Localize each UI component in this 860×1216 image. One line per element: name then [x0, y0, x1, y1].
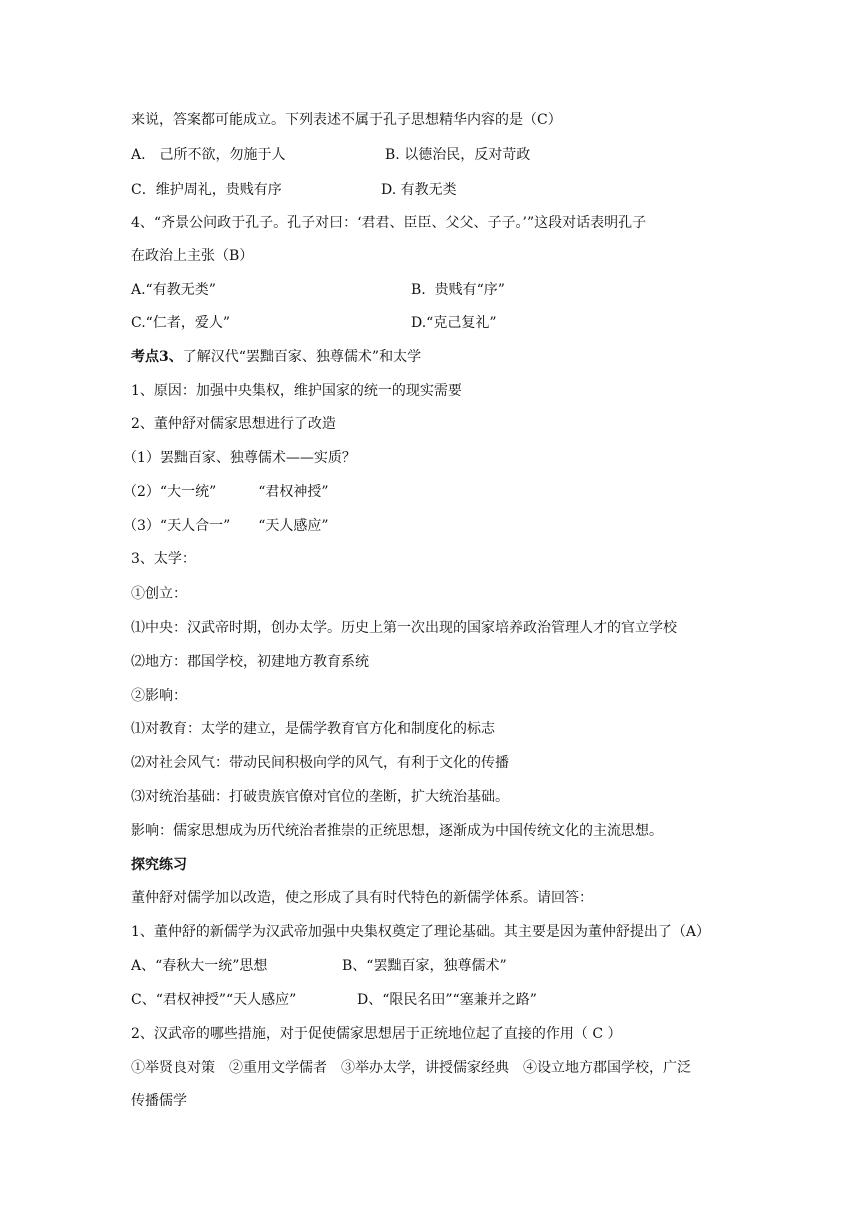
option-a: A、“春秋大一统”思想	[131, 958, 268, 974]
text-line: 在政治上主张（B）	[131, 248, 254, 264]
text-line: ⑶对统治基础：打破贵族官僚对官位的垄断，扩大统治基础。	[131, 789, 509, 805]
text-line: ⑴中央：汉武帝时期，创办太学。历史上第一次出现的国家培养政治管理人才的官立学校	[131, 620, 677, 636]
question-4: 4、“齐景公问政于孔子。孔子对曰：‘君君、臣臣、父父、子子。’”这段对话表明孔子	[131, 215, 647, 231]
text-line: 2、董仲舒对儒家思想进行了改造	[131, 416, 336, 432]
option-b: B、“罢黜百家，独尊儒术”	[342, 958, 507, 974]
text-line: （1）罢黜百家、独尊儒术——实质？	[123, 450, 356, 466]
option-b: B. 贵贱有“序”	[411, 282, 505, 298]
text-line: ②影响：	[131, 688, 187, 704]
text-line: （3）“天人合一” “天人感应”	[123, 518, 329, 534]
option-d: D.“克己复礼”	[411, 315, 497, 331]
text-line: ⑵对社会风气：带动民间积极向学的风气，有利于文化的传播	[131, 755, 509, 771]
option-c: C、“君权神授”“天人感应”	[131, 992, 297, 1008]
question-1: 1、董仲舒的新儒学为汉武帝加强中央集权奠定了理论基础。其主要是因为董仲舒提出了（A）	[131, 924, 711, 940]
text-line: 来说，答案都可能成立。下列表述不属于孔子思想精华内容的是（C）	[131, 112, 562, 128]
option-a: A.“有教无类”	[131, 282, 216, 298]
section-heading: 探究练习	[131, 857, 187, 873]
text-line: 董仲舒对儒学加以改造，使之形成了具有时代特色的新儒学体系。请回答：	[131, 890, 593, 906]
section-heading-label: 考点3、	[131, 349, 183, 365]
option-c: C.“仁者，爱人”	[131, 315, 230, 331]
section-heading	[131, 347, 421, 367]
text-line: ⑵地方：郡国学校，初建地方教育系统	[131, 654, 369, 670]
option-b: B. 以德治民，反对苛政	[385, 147, 531, 163]
text-line: ⑴对教育：太学的建立，是儒学教育官方化和制度化的标志	[131, 721, 495, 737]
text-line: ①创立：	[131, 586, 187, 602]
text-line: 影响：儒家思想成为历代统治者推崇的正统思想，逐渐成为中国传统文化的主流思想。	[131, 823, 663, 839]
option-d: D、“限民名田”“塞兼并之路”	[357, 992, 537, 1008]
text-line: （2）“大一统” “君权神授”	[123, 484, 329, 500]
text-line: ①举贤良对策 ②重用文学儒者 ③举办太学，讲授儒家经典 ④设立地方郡国学校，广泛	[131, 1060, 691, 1076]
option-d: D. 有教无类	[381, 182, 457, 198]
text-line: 1、原因：加强中央集权，维护国家的统一的现实需要	[131, 383, 462, 399]
text-line: 传播儒学	[131, 1093, 187, 1109]
question-2: 2、汉武帝的哪些措施，对于促使儒家思想居于正统地位起了直接的作用（ C ）	[131, 1026, 622, 1042]
option-c: C．维护周礼，贵贱有序	[131, 182, 282, 198]
option-a: A. 己所不欲，勿施于人	[131, 147, 286, 163]
text-line: 3、太学：	[131, 551, 196, 567]
section-heading-text: 了解汉代“罢黜百家、独尊儒术”和太学	[182, 349, 422, 365]
